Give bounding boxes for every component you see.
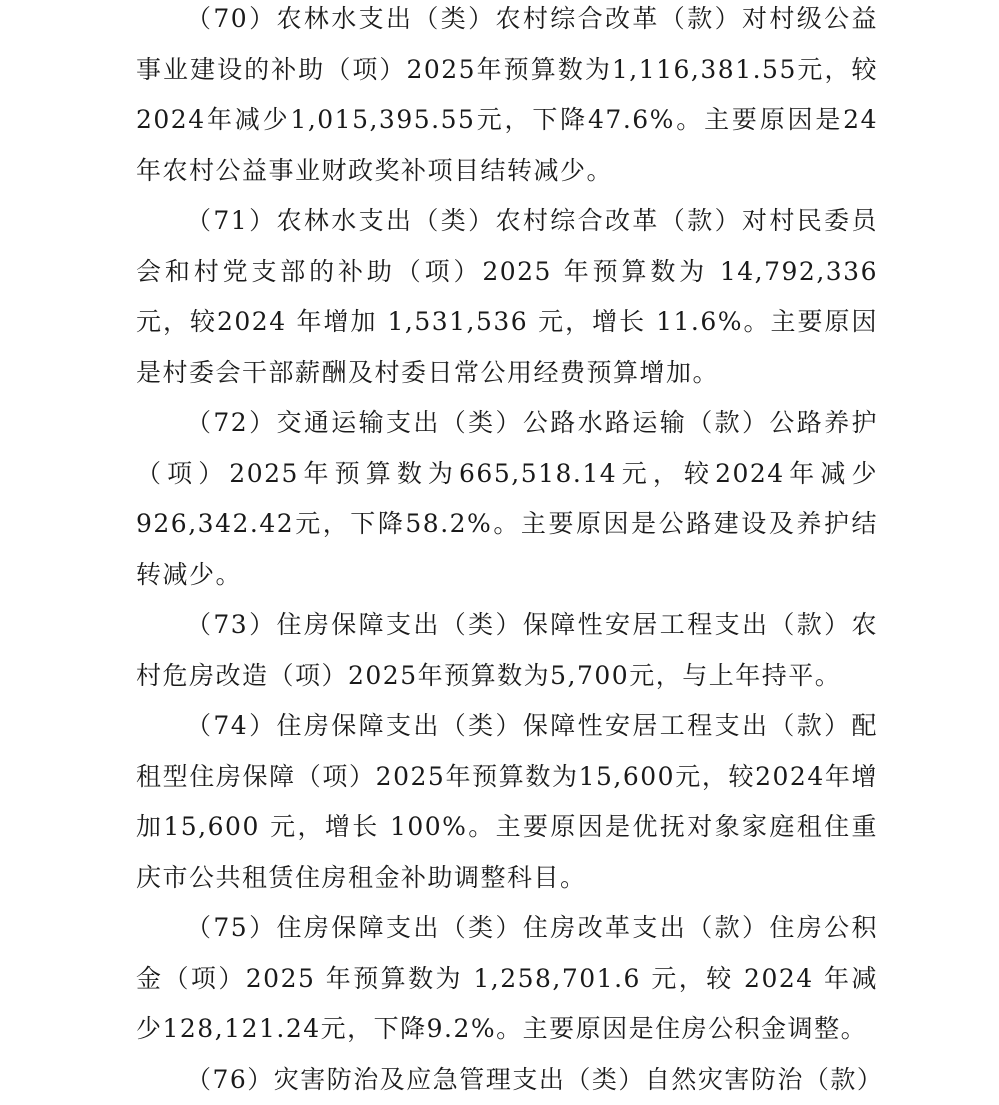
- paragraph-76: （76）灾害防治及应急管理支出（类）自然灾害防治（款）: [136, 1055, 878, 1105]
- paragraph-71: （71）农林水支出（类）农村综合改革（款）对村民委员会和村党支部的补助（项）2025 年预算数为 14,792,336 元，较2024 年增加 1,531,536 元，增长 11.6%。主要原因是村委会干部薪酬及村委日常公用经费预算增加。: [136, 196, 878, 398]
- paragraph-75: （75）住房保障支出（类）住房改革支出（款）住房公积金（项）2025 年预算数为 1,258,701.6 元，较 2024 年减少128,121.24元，下降9.2%。主要原因是住房公积金调整。: [136, 903, 878, 1055]
- paragraph-74: （74）住房保障支出（类）保障性安居工程支出（款）配租型住房保障（项）2025年预算数为15,600元，较2024年增加15,600 元，增长 100%。主要原因是优抚对象家庭租住重庆市公共租赁住房租金补助调整科目。: [136, 701, 878, 903]
- paragraph-73: （73）住房保障支出（类）保障性安居工程支出（款）农村危房改造（项）2025年预算数为5,700元，与上年持平。: [136, 600, 878, 701]
- document-page: [136, 0, 878, 1105]
- paragraph-70: （70）农林水支出（类）农村综合改革（款）对村级公益事业建设的补助（项）2025年预算数为1,116,381.55元，较2024年减少1,015,395.55元，下降47.6%。主要原因是24年农村公益事业财政奖补项目结转减少。: [136, 0, 878, 196]
- paragraph-72: （72）交通运输支出（类）公路水路运输（款）公路养护（项）2025年预算数为665,518.14元，较2024年减少926,342.42元，下降58.2%。主要原因是公路建设及养护结转减少。: [136, 398, 878, 600]
